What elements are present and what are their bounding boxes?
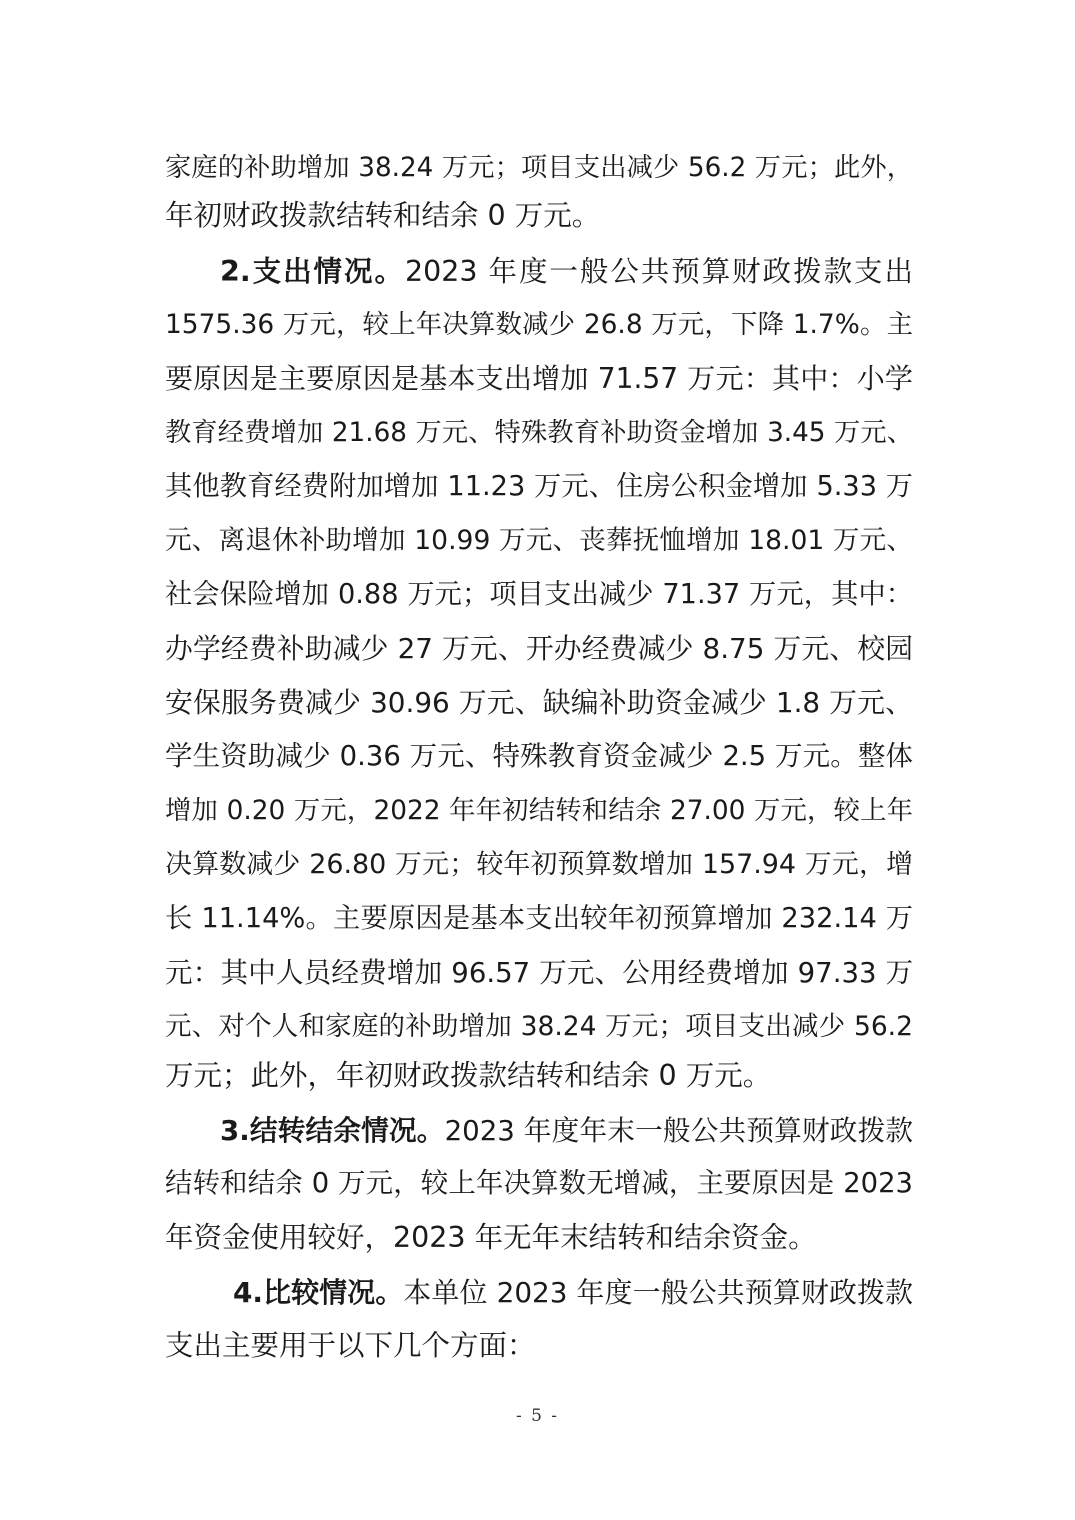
line-text: 要原因是主要原因是基本支出增加 71.57 万元：其中：小学 (165, 362, 913, 395)
text-line (165, 1000, 913, 1054)
text-line (165, 1211, 913, 1265)
text-line (165, 460, 913, 514)
text-line (165, 568, 913, 622)
line-text: 本单位 2023 年度一般公共预算财政拨款 (403, 1276, 913, 1309)
line-text: 家庭的补助增加 38.24 万元；项目支出减少 56.2 万元；此外， (165, 153, 913, 183)
section-heading: 4.比较情况。 (233, 1276, 404, 1309)
line-text: 长 11.14%。主要原因是基本支出较年初预算增加 232.14 万 (165, 903, 913, 934)
line-text: 其他教育经费附加增加 11.23 万元、住房公积金增加 5.33 万 (165, 471, 913, 502)
line-text: 学生资助减少 0.36 万元、特殊教育资金减少 2.5 万元。整体 (165, 741, 913, 772)
line-text: 支出主要用于以下几个方面： (165, 1329, 536, 1362)
text-line (165, 1319, 913, 1373)
text-line (165, 189, 913, 243)
line-text: 1575.36 万元，较上年决算数减少 26.8 万元，下降 1.7%。主 (165, 309, 913, 340)
text-line (165, 946, 913, 1000)
text-line (165, 892, 913, 946)
line-text: 结转和结余 0 万元，较上年决算数无增减，主要原因是 2023 (165, 1168, 913, 1199)
text-line (165, 514, 913, 568)
text-line (165, 352, 913, 406)
text-line (165, 406, 913, 460)
text-line (165, 730, 913, 784)
line-text: 万元；此外，年初财政拨款结转和结余 0 万元。 (165, 1059, 772, 1092)
line-text: 社会保险增加 0.88 万元；项目支出减少 71.37 万元，其中： (165, 579, 913, 610)
line-text: 年初财政拨款结转和结余 0 万元。 (165, 199, 601, 232)
section-heading: 3.结转结余情况。 (220, 1114, 445, 1147)
text-line (165, 298, 913, 352)
text-line (165, 141, 913, 195)
line-text: 决算数减少 26.80 万元；较年初预算数增加 157.94 万元，增 (165, 849, 913, 880)
line-text: 教育经费增加 21.68 万元、特殊教育补助资金增加 3.45 万元、 (165, 418, 913, 448)
text-line (165, 1049, 913, 1103)
line-text: 元、对个人和家庭的补助增加 38.24 万元；项目支出减少 56.2 (165, 1011, 913, 1042)
text-line (165, 838, 913, 892)
text-line (165, 622, 913, 676)
section-heading-line (233, 1266, 913, 1320)
line-text: 增加 0.20 万元，2022 年年初结转和结余 27.00 万元，较上年 (165, 796, 913, 826)
section-heading-line (220, 1104, 913, 1158)
text-line (165, 676, 913, 730)
text-line (165, 1157, 913, 1211)
line-text: 2023 年度一般公共预算财政拨款支出 (404, 255, 913, 288)
page-number: - 5 - (515, 1406, 560, 1426)
line-text: 安保服务费减少 30.96 万元、缺编补助资金减少 1.8 万元、 (165, 686, 913, 719)
line-text: 年资金使用较好，2023 年无年末结转和结余资金。 (165, 1221, 817, 1254)
text-line (165, 784, 913, 838)
section-heading-line (220, 245, 913, 299)
line-text: 2023 年度年末一般公共预算财政拨款 (444, 1114, 913, 1147)
line-text: 元：其中人员经费增加 96.57 万元、公用经费增加 97.33 万 (165, 957, 913, 989)
line-text: 办学经费补助减少 27 万元、开办经费减少 8.75 万元、校园 (165, 632, 913, 665)
line-text: 元、离退休补助增加 10.99 万元、丧葬抚恤增加 18.01 万元、 (165, 525, 913, 556)
section-heading: 2.支出情况。 (220, 255, 405, 288)
